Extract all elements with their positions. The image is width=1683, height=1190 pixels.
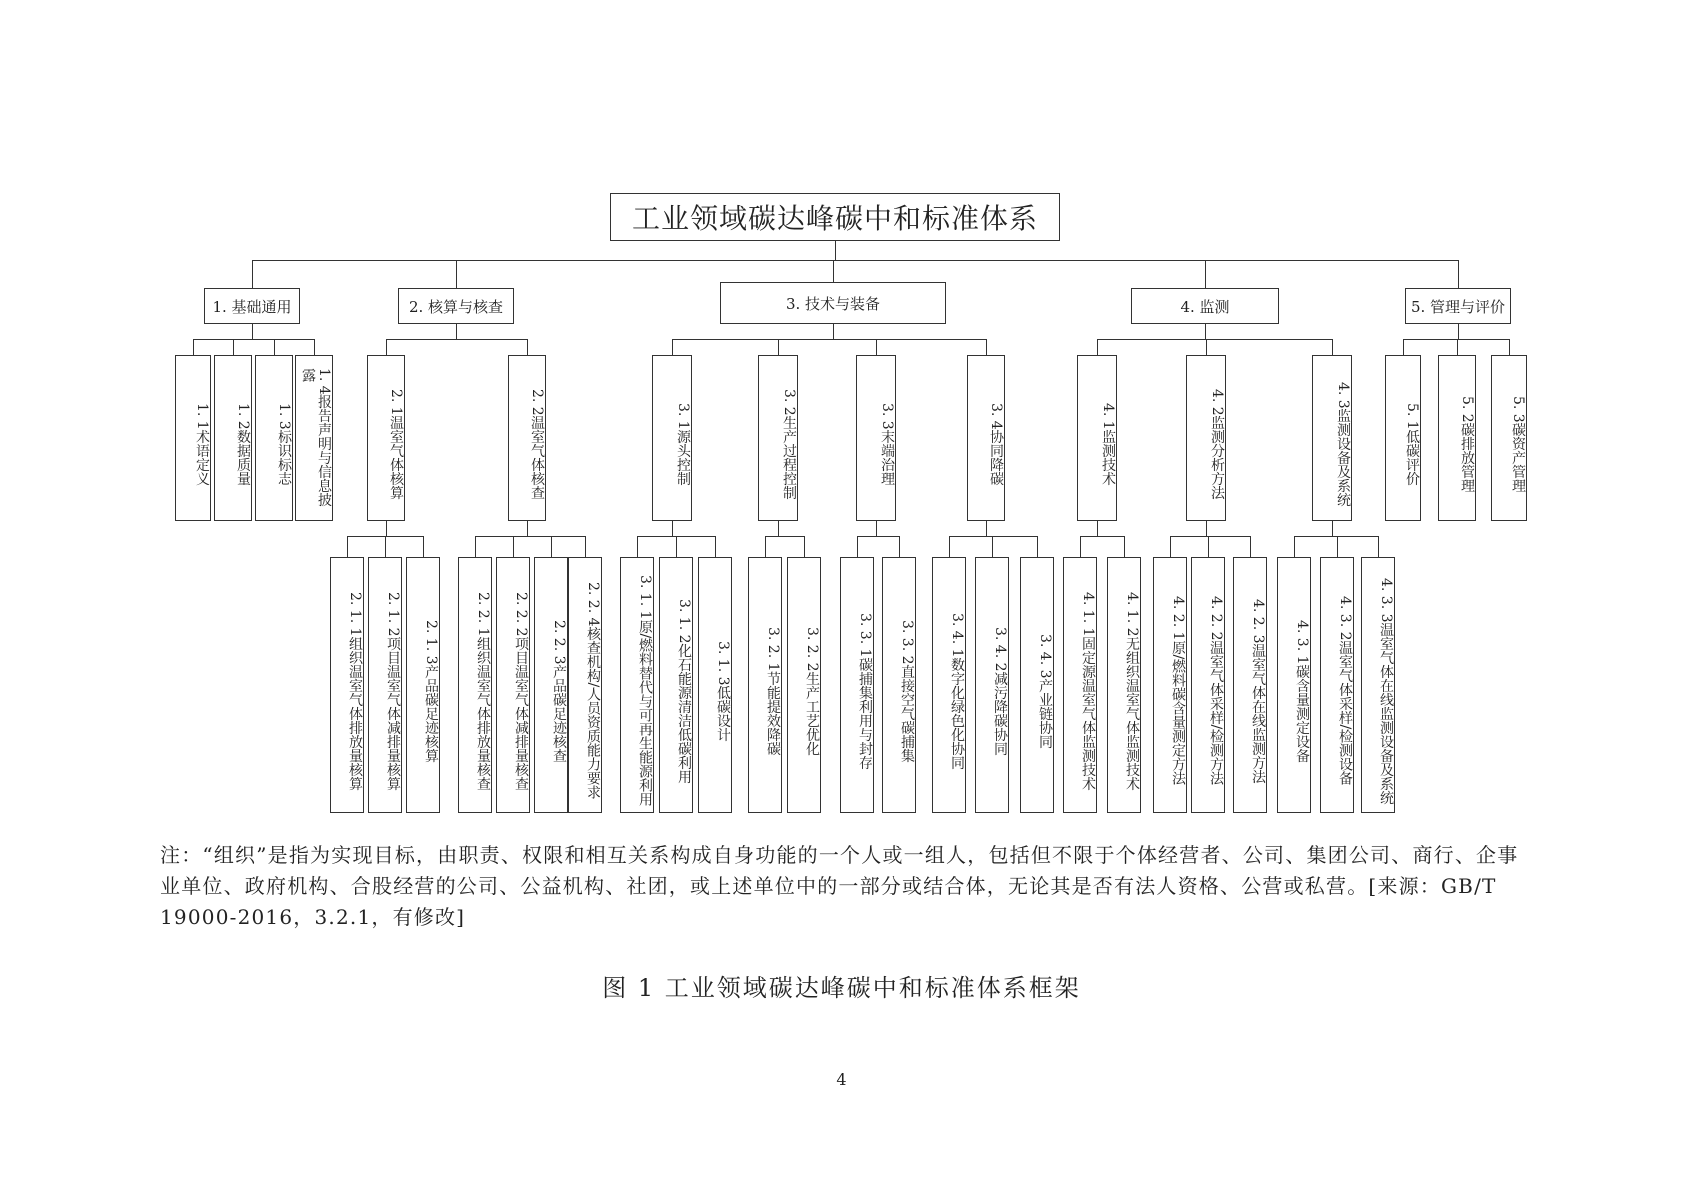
page-number: 4 — [836, 1070, 847, 1089]
category-box-3-4: 3. 4协同降碳 — [967, 355, 1005, 521]
connector-line — [1097, 339, 1332, 340]
standard-item-3-1-3: 3. 1. 3低碳设计 — [698, 557, 732, 813]
connector-line — [1378, 536, 1379, 557]
standard-item-3-1-1: 3. 1. 1原/燃料替代与可再生能源利用 — [620, 557, 654, 813]
category-box-4-1: 4. 1监测技术 — [1077, 355, 1117, 521]
connector-line — [1403, 339, 1509, 340]
standard-item-2-1-3: 2. 1. 3产品碳足迹核算 — [406, 557, 440, 813]
connector-line — [715, 536, 716, 557]
connector-line — [1403, 339, 1404, 355]
standard-item-3-4-1: 3. 4. 1数字化绿色化协同 — [932, 557, 966, 813]
standard-item-4-3-3: 4. 3. 3温室气体在线监测设备及系统 — [1361, 557, 1395, 813]
connector-line — [252, 260, 1458, 261]
connector-line — [1250, 536, 1251, 557]
connector-line — [475, 536, 476, 557]
standard-item-4-2-3: 4. 2. 3温室气体在线监测方法 — [1233, 557, 1267, 813]
connector-line — [456, 324, 457, 339]
connector-line — [765, 536, 804, 537]
connector-line — [193, 339, 314, 340]
connector-line — [1337, 536, 1338, 557]
connector-line — [1294, 536, 1378, 537]
category-box-5-2: 5. 2碳排放管理 — [1438, 355, 1476, 521]
connector-line — [986, 521, 987, 536]
connector-line — [252, 260, 253, 288]
connector-line — [314, 339, 315, 355]
connector-line — [672, 339, 673, 355]
connector-line — [1332, 339, 1333, 355]
category-box-4-3: 4. 3监测设备及系统 — [1312, 355, 1352, 521]
figure-caption: 图 1 工业领域碳达峰碳中和标准体系框架 — [602, 974, 1081, 1002]
connector-line — [193, 339, 194, 355]
branch-box-4: 4. 监测 — [1131, 288, 1279, 324]
branch-box-5: 5. 管理与评价 — [1405, 288, 1511, 324]
connector-line — [527, 339, 528, 355]
connector-line — [676, 536, 677, 557]
connector-line — [551, 536, 552, 557]
connector-line — [1509, 339, 1510, 355]
category-box-5-1: 5. 1低碳评价 — [1385, 355, 1421, 521]
connector-line — [386, 339, 387, 355]
standard-item-3-2-2: 3. 2. 2生产工艺优化 — [787, 557, 821, 813]
connector-line — [672, 339, 986, 340]
branch-box-1: 1. 基础通用 — [204, 288, 300, 324]
connector-line — [347, 536, 348, 557]
root-box: 工业领域碳达峰碳中和标准体系 — [610, 193, 1060, 241]
connector-line — [986, 339, 987, 355]
connector-line — [833, 324, 834, 339]
connector-line — [386, 521, 387, 536]
category-box-1-1: 1. 1术语定义 — [175, 355, 211, 521]
category-box-4-2: 4. 2监测分析方法 — [1186, 355, 1226, 521]
standard-item-4-3-1: 4. 3. 1碳含量测定设备 — [1277, 557, 1311, 813]
connector-line — [1458, 324, 1459, 339]
connector-line — [1170, 536, 1171, 557]
category-box-2-2: 2. 2温室气体核查 — [508, 355, 546, 521]
standard-item-3-1-2: 3. 1. 2化石能源清洁低碳利用 — [659, 557, 693, 813]
connector-line — [778, 521, 779, 536]
connector-line — [1124, 536, 1125, 557]
connector-line — [1170, 536, 1250, 537]
category-box-2-1: 2. 1温室气体核算 — [367, 355, 405, 521]
connector-line — [876, 339, 877, 355]
standard-item-4-2-1: 4. 2. 1原/燃料碳含量测定方法 — [1153, 557, 1187, 813]
connector-line — [385, 536, 386, 557]
connector-line — [1097, 339, 1098, 355]
standard-item-3-3-1: 3. 3. 1碳捕集利用与封存 — [840, 557, 874, 813]
standard-item-3-2-1: 3. 2. 1节能提效降碳 — [748, 557, 782, 813]
connector-line — [804, 536, 805, 557]
connector-line — [1206, 521, 1207, 536]
standard-item-4-1-2: 4. 1. 2无组织温室气体监测技术 — [1107, 557, 1141, 813]
standard-item-2-2-1: 2. 2. 1组织温室气体排放量核查 — [458, 557, 492, 813]
connector-line — [857, 536, 899, 537]
connector-line — [637, 536, 638, 557]
connector-line — [274, 339, 275, 355]
standard-item-2-2-4: 2. 2. 4核查机构/人员资质能力要求 — [568, 557, 602, 813]
connector-line — [1080, 536, 1124, 537]
connector-line — [1332, 521, 1333, 536]
standard-item-2-1-2: 2. 1. 2项目温室气体减排量核算 — [368, 557, 402, 813]
connector-line — [1294, 536, 1295, 557]
connector-line — [949, 536, 1037, 537]
connector-line — [1080, 536, 1081, 557]
standard-item-3-4-3: 3. 4. 3产业链协同 — [1020, 557, 1054, 813]
connector-line — [1208, 536, 1209, 557]
connector-line — [386, 339, 527, 340]
standard-item-4-1-1: 4. 1. 1固定源温室气体监测技术 — [1063, 557, 1097, 813]
connector-line — [1206, 339, 1207, 355]
category-box-3-1: 3. 1源头控制 — [652, 355, 692, 521]
standard-item-4-3-2: 4. 3. 2温室气体采样/检测设备 — [1320, 557, 1354, 813]
standard-item-2-1-1: 2. 1. 1组织温室气体排放量核算 — [330, 557, 364, 813]
connector-line — [857, 536, 858, 557]
connector-line — [456, 260, 457, 288]
connector-line — [513, 536, 514, 557]
connector-line — [1458, 260, 1459, 288]
category-box-5-3: 5. 3碳资产管理 — [1491, 355, 1527, 521]
connector-line — [672, 521, 673, 536]
connector-line — [475, 536, 585, 537]
category-box-1-3: 1. 3标识标志 — [255, 355, 293, 521]
connector-line — [1097, 521, 1098, 536]
connector-line — [1457, 339, 1458, 355]
connector-line — [423, 536, 424, 557]
connector-line — [876, 521, 877, 536]
standard-item-3-4-2: 3. 4. 2减污降碳协同 — [975, 557, 1009, 813]
connector-line — [1205, 260, 1206, 288]
connector-line — [585, 536, 586, 557]
category-box-1-4: 1. 4报告声明与信息披露 — [295, 355, 333, 521]
connector-line — [252, 324, 253, 339]
standard-item-4-2-2: 4. 2. 2温室气体采样/检测方法 — [1191, 557, 1225, 813]
definition-note: 注：“组织”是指为实现目标，由职责、权限和相互关系构成自身功能的一个人或一组人，包括但不限于个体经营者、公司、集团公司、商行、企事业单位、政府机构、合股经营的公司、公益机构、社团，或上述单位中的一部分或结合体，无论其是否有法人资格、公营或私营。[来源：GB/T 19000-2016，3.2.1，有修改] — [160, 843, 1519, 929]
category-box-3-2: 3. 2生产过程控制 — [758, 355, 798, 521]
branch-box-3: 3. 技术与装备 — [720, 282, 946, 324]
category-box-1-2: 1. 2数据质量 — [214, 355, 252, 521]
connector-line — [1205, 324, 1206, 339]
connector-line — [899, 536, 900, 557]
connector-line — [233, 339, 234, 355]
connector-line — [765, 536, 766, 557]
connector-line — [1037, 536, 1038, 557]
category-box-3-3: 3. 3末端治理 — [856, 355, 896, 521]
connector-line — [835, 241, 836, 260]
connector-line — [949, 536, 950, 557]
standard-item-3-3-2: 3. 3. 2直接空气碳捕集 — [882, 557, 916, 813]
connector-line — [527, 521, 528, 536]
connector-line — [992, 536, 993, 557]
connector-line — [778, 339, 779, 355]
connector-line — [833, 260, 834, 282]
standard-item-2-2-3: 2. 2. 3产品碳足迹核查 — [534, 557, 568, 813]
branch-box-2: 2. 核算与核查 — [398, 288, 514, 324]
standard-item-2-2-2: 2. 2. 2项目温室气体减排量核查 — [496, 557, 530, 813]
